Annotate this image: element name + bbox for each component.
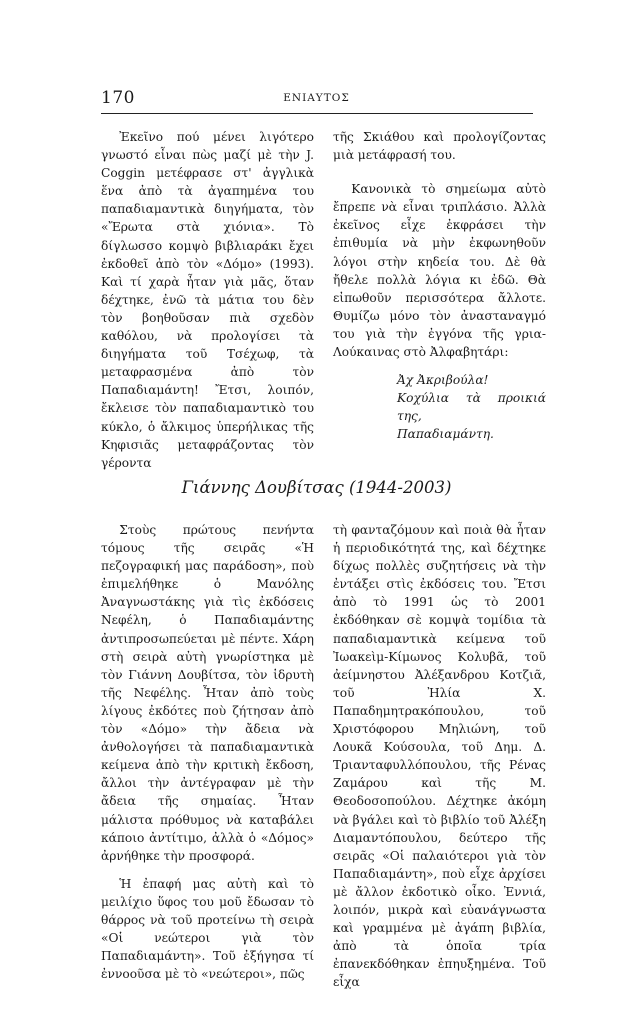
paragraph: Ἡ ἐπαφή μας αὐτὴ καὶ τὸ μειλίχιο ὕφος του μοῦ ἔδωσαν τὸ θάρρος νὰ τοῦ προτείνω τὴ σειρὰ «Οἱ νεώτεροι γιὰ τὸν Παπαδιαμάντη». Τοῦ ἐξήγησα τί ἐννοοῦσα μὲ τὸ «νεώτεροι», πῶς: [101, 876, 314, 982]
top-right-column: [333, 128, 546, 444]
paragraph-continuation: τῆς Σκιάθου καὶ προλογίζοντας μιὰ μετάφρασή του.: [333, 130, 546, 163]
running-head: ΕΝΙΑΥΤΟΣ: [283, 92, 350, 104]
paragraph: Στοὺς πρώτους πενήντα τόμους τῆς σειρᾶς «Ἡ πεζογραφική μας παράδοση», ποὺ ἐπιμελήθηκε ὁ Μανόλης Ἀναγνωστάκης γιὰ τὶς ἐκδόσεις Νεφέλη, ὁ Παπαδιαμάντης ἀντιπροσωπεύεται μὲ πέντε. Χάρη στὴ σειρὰ αὐτὴ γνωρίστηκα μὲ τὸν Γιάννη Δουβίτσα, τὸν ἱδρυτὴ τῆς Νεφέλης. Ἦταν ἀπὸ τοὺς λίγους ἐκδότες ποὺ ζήτησαν ἀπὸ τὸν «Δόμο» τὴν ἄδεια νὰ ἀνθολογήσει τὰ παπαδιαμαντικὰ κείμενα ἀπὸ τὴν κριτικὴ ἔκδοση, ἄλλοι τὴν ἀντέγραφαν μὲ τὴν ἄδεια τῆς σημαίας. Ἦταν μάλιστα πρόθυμος νὰ καταβάλει κάποιο ἀντίτιμο, ἀλλὰ ὁ «Δόμος» ἀρνήθηκε τὴν προσφορά.: [101, 523, 314, 863]
section-title: Γιάννης Δουβίτσας (1944-2003): [181, 478, 452, 497]
page-number: 170: [101, 88, 135, 108]
bottom-left-column: [101, 521, 314, 983]
header-rule: [101, 113, 533, 114]
poem: [397, 371, 546, 443]
poem-line: Παπαδιαμάντη.: [397, 427, 494, 442]
paragraph-continuation: τὴ φανταζόμουν καὶ ποιὰ θὰ ἦταν ἡ περιοδικότητά της, καὶ δέχτηκε δίχως πολλὲς συζητήσεις νὰ τὴν ἐντάξει στὶς ἐκδόσεις του. Ἔτσι ἀπὸ τὸ 1991 ὡς τὸ 2001 ἐκδόθηκαν σὲ κομψὰ τομίδια τὰ παπαδιαμαντικὰ κείμενα τοῦ Ἰωακεὶμ-Κίμωνος Κολυβᾶ, τοῦ ἀείμνηστου Ἀλέξανδρου Κοτζιᾶ, τοῦ Ἠλία Χ. Παπαδημητρακόπουλου, τοῦ Χριστόφορου Μηλιώνη, τοῦ Λουκᾶ Κούσουλα, τοῦ Δημ. Δ. Τριανταφυλλόπουλου, τῆς Ρένας Ζαμάρου καὶ τῆς Μ. Θεοδοσοπούλου. Δέχτηκε ἀκόμη νὰ βγάλει καὶ τὸ βιβλίο τοῦ Ἀλέξη Διαμαντόπουλου, δεύτερο τῆς σειρᾶς «Οἱ παλαιότεροι γιὰ τὸν Παπαδιαμάντη», ποὺ εἶχε ἀρχίσει μὲ ἄλλον ἐκδοτικὸ οἶκο. Ἐννιά, λοιπόν, μικρὰ καὶ εὐανάγνωστα καὶ γραμμένα μὲ ἀγάπη βιβλία, ἀπὸ τὰ ὁποῖα τρία ἐπανεκδόθηκαν ἐπηυξημένα. Τοῦ εἶχα: [333, 523, 546, 990]
bottom-right-column: [333, 521, 546, 991]
paragraph: Κανονικὰ τὸ σημείωμα αὐτὸ ἔπρεπε νὰ εἶναι τριπλάσιο. Ἀλλὰ ἐκεῖνος εἶχε ἐκφράσει τὴν ἐπιθυμία νὰ μὴν ἐκφωνηθοῦν λόγοι στὴν κηδεία του. Δὲ θὰ ἤθελε πολλὰ λόγια κι ἐδῶ. Θὰ εἰπωθοῦν περισσότερα ἄλλοτε. Θυμίζω μόνο τὸν ἀνασταναγμό του γιὰ τὴν ἐγγόνα τῆς γρια-Λούκαινας στὸ Ἀλφαβητάρι:: [333, 182, 546, 360]
top-left-column: [101, 128, 314, 472]
paragraph: Ἐκεῖνο πού μένει λιγότερο γνωστό εἶναι πὼς μαζί μὲ τὴν J. Coggin μετέφρασε στ' ἀγγλικὰ ἕνα ἀπὸ τὰ ἀγαπημένα του παπαδιαμαντικὰ διηγήματα, τὸν «Ἔρωτα στὰ χιόνια». Τὸ δίγλωσσο κομψὸ βιβλιαράκι ἔχει ἐκδοθεῖ ἀπὸ τὸν «Δόμο» (1993). Καὶ τί χαρὰ ἦταν γιὰ μᾶς, ὅταν δέχτηκε, ἐνῶ τὰ μάτια του δὲν τὸν βοηθοῦσαν πιὰ σχεδὸν καθόλου, νὰ προλογίσει τὰ διηγήματα τοῦ Τσέχωφ, τὰ μεταφρασμένα ἀπὸ τὸν Παπαδιαμάντη! Ἔτσι, λοιπόν, ἔκλεισε τὸν παπαδιαμαντικὸ του κύκλο, ὁ ἄλκιμος ὑπερήλικας τῆς Κηφισιᾶς μεταφράζοντας τὸν γέροντα: [101, 130, 314, 470]
poem-line: Κοχύλια τὰ προικιά της,: [397, 391, 546, 424]
poem-line: Ἀχ Ἀκριβούλα!: [397, 373, 489, 388]
